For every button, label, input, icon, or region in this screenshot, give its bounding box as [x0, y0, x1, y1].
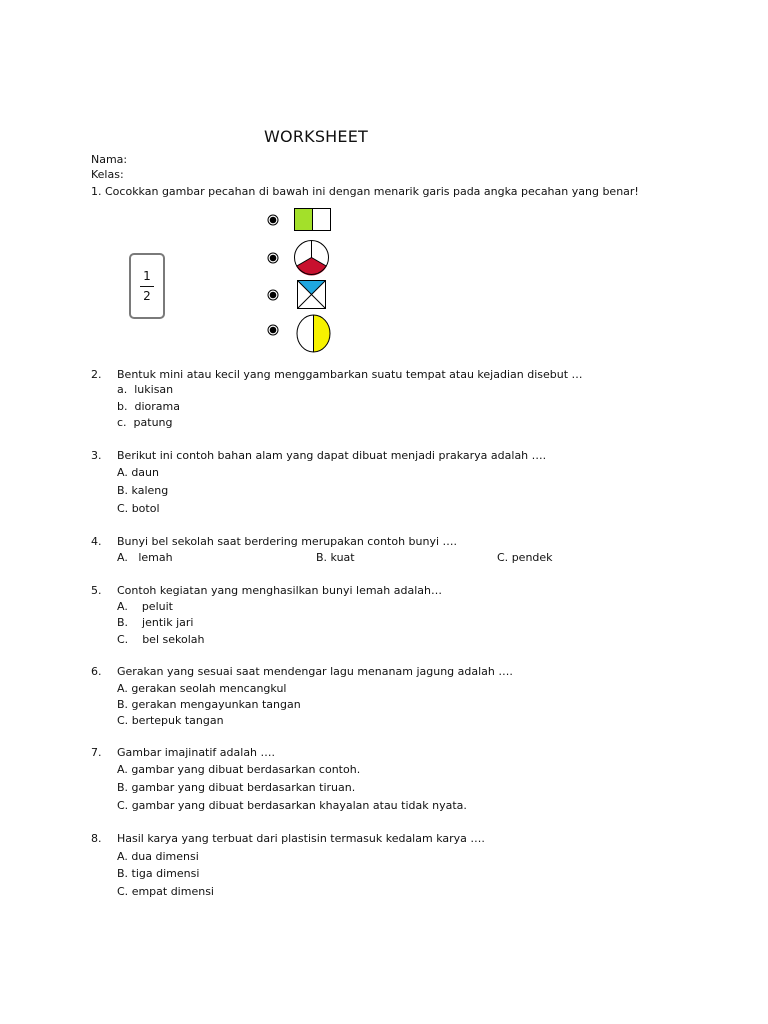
- option-c: [117, 714, 224, 728]
- option-text: bertepuk tangan: [131, 714, 224, 727]
- option-text: bel sekolah: [142, 633, 205, 646]
- option-letter: a.: [117, 383, 128, 396]
- option-a: [117, 551, 173, 565]
- option-text: botol: [131, 502, 160, 515]
- question-number: 5.: [91, 584, 102, 597]
- option-c: [117, 885, 214, 899]
- match-bullet[interactable]: [267, 214, 279, 226]
- option-letter: b.: [117, 400, 128, 413]
- option-letter: c.: [117, 416, 127, 429]
- option-letter: A.: [117, 682, 128, 695]
- question-text: Cocokkan gambar pecahan di bawah ini dengan menarik garis pada angka pecahan yang benar!: [105, 185, 639, 198]
- option-text: patung: [133, 416, 173, 429]
- half-rectangle-shape: [294, 208, 332, 232]
- quarter-square-shape: [297, 280, 327, 310]
- option-text: peluit: [141, 600, 173, 613]
- option-text: daun: [131, 466, 159, 479]
- option-b: [117, 781, 355, 795]
- question-5-text: Contoh kegiatan yang menghasilkan bunyi lemah adalah…: [117, 584, 442, 597]
- option-letter: B.: [117, 698, 129, 711]
- option-text: pendek: [511, 551, 553, 564]
- option-letter: C.: [117, 633, 129, 646]
- option-letter: A.: [117, 551, 128, 564]
- option-a: [117, 763, 360, 777]
- option-b: [117, 400, 180, 414]
- option-a: [117, 850, 199, 864]
- option-text: gerakan seolah mencangkul: [131, 682, 287, 695]
- question-number: 2.: [91, 368, 102, 381]
- match-bullet[interactable]: [267, 252, 279, 264]
- question-3-text: Berikut ini contoh bahan alam yang dapat dibuat menjadi prakarya adalah ….: [117, 449, 547, 462]
- option-text: gambar yang dibuat berdasarkan contoh.: [131, 763, 361, 776]
- option-letter: B.: [117, 867, 129, 880]
- option-letter: B.: [316, 551, 328, 564]
- question-4-text: Bunyi bel sekolah saat berdering merupakan contoh bunyi ….: [117, 535, 458, 548]
- option-text: lukisan: [134, 383, 174, 396]
- half-circle-shape: [296, 314, 332, 354]
- question-number: 6.: [91, 665, 102, 678]
- option-b: [316, 551, 355, 565]
- question-number: 1.: [91, 185, 102, 198]
- option-letter: C.: [117, 714, 129, 727]
- match-bullet[interactable]: [267, 324, 279, 336]
- fraction-denominator: 2: [143, 289, 151, 303]
- question-6-text: Gerakan yang sesuai saat mendengar lagu menanam jagung adalah ….: [117, 665, 513, 678]
- page-title: WORKSHEET: [264, 127, 369, 146]
- third-circle-shape: [294, 240, 330, 276]
- question-number: 3.: [91, 449, 102, 462]
- option-b: [117, 698, 301, 712]
- option-text: diorama: [134, 400, 180, 413]
- option-a: [117, 682, 286, 696]
- match-bullet[interactable]: [267, 289, 279, 301]
- option-text: gambar yang dibuat berdasarkan tiruan.: [131, 781, 356, 794]
- option-letter: A.: [117, 763, 128, 776]
- option-letter: A.: [117, 850, 128, 863]
- fraction-card: [129, 253, 165, 319]
- option-text: kaleng: [131, 484, 169, 497]
- question-number: 7.: [91, 746, 102, 759]
- question-number: 8.: [91, 832, 102, 845]
- option-letter: A.: [117, 600, 128, 613]
- option-b: [117, 484, 168, 498]
- option-letter: B.: [117, 484, 129, 497]
- option-letter: C.: [117, 799, 129, 812]
- question-8-text: Hasil karya yang terbuat dari plastisin termasuk kedalam karya ….: [117, 832, 485, 845]
- option-letter: A.: [117, 466, 128, 479]
- option-a: [117, 383, 173, 397]
- option-letter: C.: [117, 502, 129, 515]
- name-label: Nama:: [91, 153, 128, 166]
- option-c: [117, 502, 160, 516]
- option-b: [117, 867, 199, 881]
- option-c: [497, 551, 553, 565]
- option-text: lemah: [138, 551, 173, 564]
- option-letter: B.: [117, 781, 129, 794]
- option-text: gerakan mengayunkan tangan: [131, 698, 301, 711]
- option-letter: B.: [117, 616, 129, 629]
- option-text: jentik jari: [142, 616, 194, 629]
- option-text: empat dimensi: [131, 885, 214, 898]
- option-c: [117, 633, 204, 647]
- fraction-numerator: 1: [143, 269, 151, 283]
- option-a: [117, 466, 159, 480]
- option-text: gambar yang dibuat berdasarkan khayalan atau tidak nyata.: [131, 799, 467, 812]
- option-c: [117, 416, 173, 430]
- question-7-text: Gambar imajinatif adalah ….: [117, 746, 276, 759]
- option-c: [117, 799, 467, 813]
- option-text: dua dimensi: [131, 850, 199, 863]
- option-letter: C.: [117, 885, 129, 898]
- option-b: [117, 616, 193, 630]
- question-1: [91, 185, 639, 199]
- question-2-text: Bentuk mini atau kecil yang menggambarkan suatu tempat atau kejadian disebut …: [117, 368, 583, 381]
- option-text: tiga dimensi: [131, 867, 200, 880]
- question-number: 4.: [91, 535, 102, 548]
- fraction-bar: [140, 286, 154, 287]
- option-a: [117, 600, 173, 614]
- option-letter: C.: [497, 551, 509, 564]
- class-label: Kelas:: [91, 168, 124, 181]
- option-text: kuat: [330, 551, 355, 564]
